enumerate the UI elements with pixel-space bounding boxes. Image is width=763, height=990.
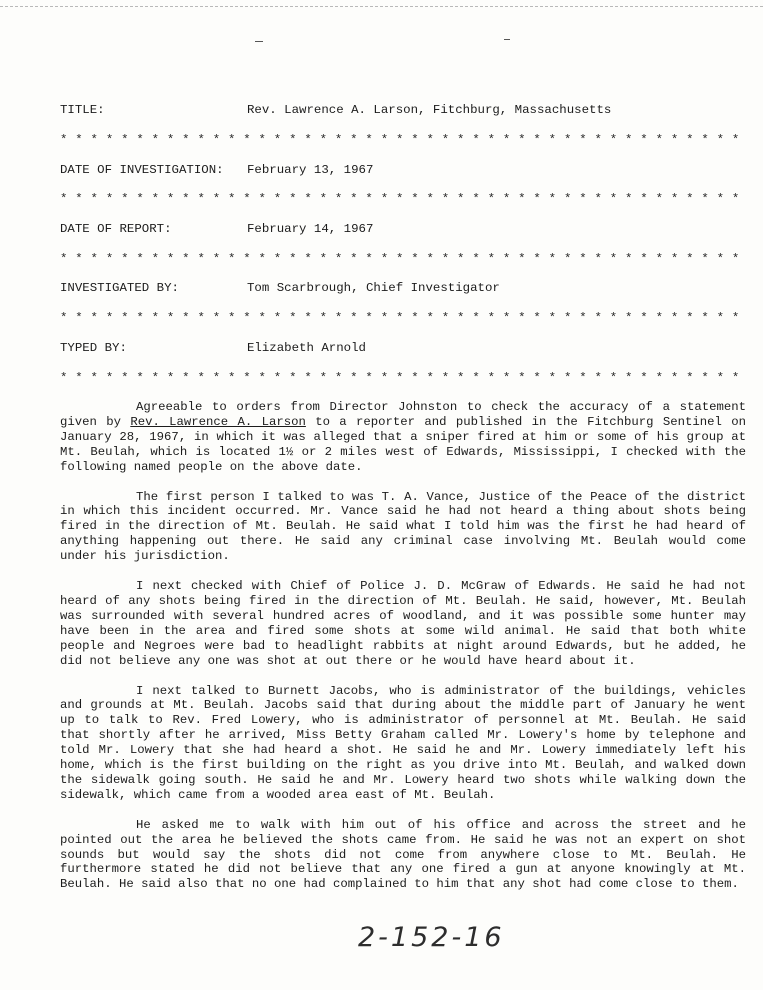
typed-by-value: Elizabeth Arnold <box>247 341 366 355</box>
date-of-report-value: February 14, 1967 <box>247 222 374 236</box>
paragraph-3: I next checked with Chief of Police J. D. McGraw of Edwards. He said he had not heard of any shots being fired in the direction of Mt. Beulah. He said, however, Mt. Beulah was surrounded with several hundred acres of woodland, and it was possible some hunter may have been in the area and fired some shots at some wild animal. He said that both white people and Negroes were bad to headlight rabbits at night around Edwards, but he added, he did not believe any one was shot at out there or he would have heard about it. <box>60 579 746 668</box>
scan-mark <box>255 41 263 42</box>
investigated-by-value: Tom Scarbrough, Chief Investigator <box>247 281 500 295</box>
paragraph-1 <box>60 400 746 475</box>
date-of-investigation-label: DATE OF INVESTIGATION: <box>60 163 224 177</box>
scan-mark <box>504 39 510 40</box>
paragraph-4: I next talked to Burnett Jacobs, who is administrator of the buildings, vehicles and grounds at Mt. Beulah. Jacobs said that during about the middle part of January he went up to talk to Rev. Fred Lowery, who is administrator of personnel at Mt. Beulah. He said that shortly after he arrived, Miss Betty Graham called Mr. Lowery's home by telephone and told Mr. Lowery that she had heard a shot. He said he and Mr. Lowery immediately left his home, which is the first building on the right as you drive into Mt. Beulah, and walked down the sidewalk going south. He said he and Mr. Lowery heard two shots while walking down the sidewalk, which came from a wooded area east of Mt. Beulah. <box>60 683 746 802</box>
separator-row: * * * * * * * * * * * * * * * * * * * * * * * * * * * * * * * * * * * * * * * * * * * * * <box>60 371 740 385</box>
paragraph-1-intro: Agreeable to orders from Director Johnston to check the accuracy of a statement given by <box>60 400 746 429</box>
handwritten-file-number: 2-152-16 <box>358 922 505 953</box>
separator-row: * * * * * * * * * * * * * * * * * * * * * * * * * * * * * * * * * * * * * * * * * * * * * <box>60 192 740 206</box>
report-body <box>60 400 746 892</box>
typed-by-field <box>60 341 750 355</box>
title-value: Rev. Lawrence A. Larson, Fitchburg, Massachusetts <box>247 103 612 117</box>
separator-row: * * * * * * * * * * * * * * * * * * * * * * * * * * * * * * * * * * * * * * * * * * * * * <box>60 311 740 325</box>
separator-row: * * * * * * * * * * * * * * * * * * * * * * * * * * * * * * * * * * * * * * * * * * * * * <box>60 252 740 266</box>
date-of-report-field <box>60 222 750 236</box>
paragraph-1-rest: to a reporter and published in the Fitchburg Sentinel on January 28, 1967, in which it was alleged that a sniper fired at him or some of his group at Mt. Beulah, which is located 1½ or 2 miles west of Edwards, Mississippi, I checked with the following named people on the above date. <box>60 414 746 474</box>
page-top-edge <box>0 0 763 7</box>
date-of-investigation-field <box>60 163 750 177</box>
typed-by-label: TYPED BY: <box>60 341 127 355</box>
paragraph-2: The first person I talked to was T. A. Vance, Justice of the Peace of the district in which this incident occurred. Mr. Vance said he had not heard a thing about shots being fired in the direction of Mt. Beulah. He said what I told him was the first he had heard of anything happening out there. He said any criminal case involving Mt. Beulah would come under his jurisdiction. <box>60 489 746 564</box>
date-of-report-label: DATE OF REPORT: <box>60 222 172 236</box>
date-of-investigation-value: February 13, 1967 <box>247 163 374 177</box>
subject-name: Rev. Lawrence A. Larson <box>130 414 306 429</box>
separator-row: * * * * * * * * * * * * * * * * * * * * * * * * * * * * * * * * * * * * * * * * * * * * * <box>60 133 740 147</box>
investigated-by-label: INVESTIGATED BY: <box>60 281 179 295</box>
paragraph-5: He asked me to walk with him out of his office and across the street and he pointed out the area he believed the shots came from. He said he was not an expert on shot sounds but would say the shots did not come from anywhere close to Mt. Beulah. He furthermore stated he did not believe that any one fired a gun at anyone knowingly at Mt. Beulah. He said also that no one had complained to him that any shot had come close to them. <box>60 817 746 892</box>
investigated-by-field <box>60 281 750 295</box>
title-field <box>60 103 750 117</box>
title-label: TITLE: <box>60 103 105 117</box>
